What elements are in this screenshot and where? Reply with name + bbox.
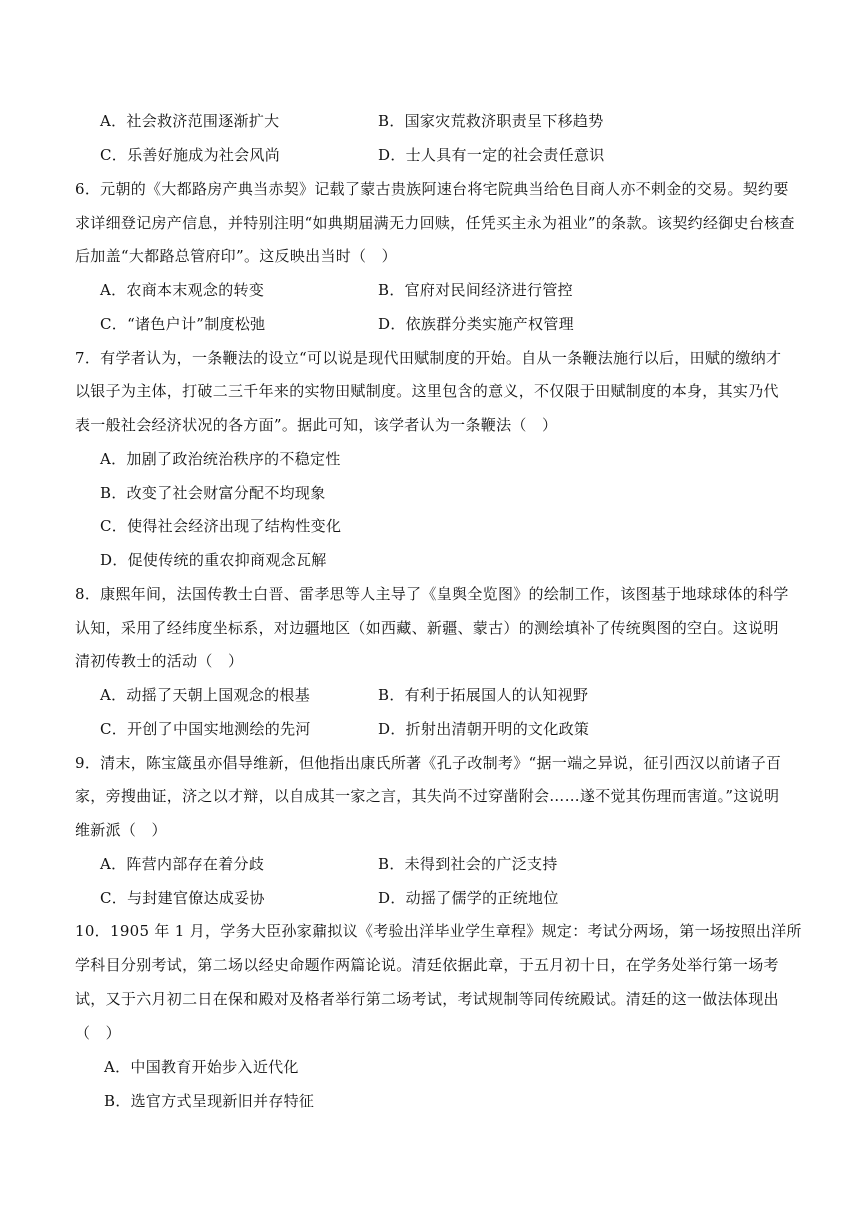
q9-option-c[interactable]: C．与封建官僚达成妥协 [100,889,265,907]
q5-option-b[interactable]: B．国家灾荒救济职责呈下移趋势 [378,112,604,130]
q6-option-c[interactable]: C．“诸色户计”制度松弛 [100,315,266,333]
q9-stem-line-1: 9．清末，陈宝箴虽亦倡导维新，但他指出康氏所著《孔子改制考》“据一端之异说，征引西汉以前诸子百 [75,754,782,772]
q6-stem-line-3: 后加盖“大都路总管府印”。这反映出当时（ ） [75,247,397,265]
q5-option-a[interactable]: A．社会救济范围逐渐扩大 [100,112,280,130]
q10-stem-line-2: 学科目分别考试，第二场以经史命题作两篇论说。清廷依据此章，于五月初十日，在学务处举行第一场考 [75,956,779,974]
q9-option-d[interactable]: D．动摇了儒学的正统地位 [378,889,559,907]
q9-option-a[interactable]: A．阵营内部存在着分歧 [100,855,265,873]
q10-option-a[interactable]: A．中国教育开始步入近代化 [104,1058,299,1076]
q6-stem-line-2: 求详细登记房产信息，并特别注明“如典期届满无力回赎，任凭买主永为祖业”的条款。该契约经御史台核查 [75,214,795,232]
q7-stem-line-2: 以银子为主体，打破二三千年来的实物田赋制度。这里包含的意义，不仅限于田赋制度的本身，其实乃代 [75,382,779,400]
q8-stem-line-2: 认知，采用了经纬度坐标系，对边疆地区（如西藏、新疆、蒙古）的测绘填补了传统舆图的空白。这说明 [75,619,779,637]
q8-option-c[interactable]: C．开创了中国实地测绘的先河 [100,720,311,738]
q10-stem-line-3: 试，又于六月初二日在保和殿对及格者举行第二场考试，考试规制等同传统殿试。清廷的这一做法体现出 [75,990,779,1008]
q7-stem-line-1: 7．有学者认为，一条鞭法的设立“可以说是现代田赋制度的开始。自从一条鞭法施行以后，田赋的缴纳才 [75,349,782,367]
q7-option-d[interactable]: D．促使传统的重农抑商观念瓦解 [100,551,327,569]
q10-option-b[interactable]: B．选官方式呈现新旧并存特征 [104,1092,315,1110]
q6-option-a[interactable]: A．农商本末观念的转变 [100,281,265,299]
q7-option-b[interactable]: B．改变了社会财富分配不均现象 [100,484,326,502]
q9-option-b[interactable]: B．未得到社会的广泛支持 [378,855,558,873]
q8-stem-line-1: 8．康熙年间，法国传教士白晋、雷孝思等人主导了《皇舆全览图》的绘制工作，该图基于地球球体的科学 [75,585,789,603]
q6-stem-line-1: 6．元朝的《大都路房产典当赤契》记载了蒙古贵族阿速台将宅院典当给色目商人亦不剌金的交易。契约要 [75,180,789,198]
q8-stem-line-3: 清初传教士的活动（ ） [75,652,244,670]
q9-stem-line-3: 维新派（ ） [75,821,167,839]
q7-option-a[interactable]: A．加剧了政治统治秩序的不稳定性 [100,450,341,468]
q6-option-d[interactable]: D．依族群分类实施产权管理 [378,315,574,333]
q7-option-c[interactable]: C．使得社会经济出现了结构性变化 [100,517,342,535]
q5-option-c[interactable]: C．乐善好施成为社会风尚 [100,146,281,164]
q8-option-d[interactable]: D．折射出清朝开明的文化政策 [378,720,590,738]
q5-option-d[interactable]: D．士人具有一定的社会责任意识 [378,146,605,164]
q10-stem-line-4: （ ） [75,1024,121,1042]
q8-option-b[interactable]: B．有利于拓展国人的认知视野 [378,686,589,704]
q8-option-a[interactable]: A．动摇了天朝上国观念的根基 [100,686,311,704]
q7-stem-line-3: 表一般社会经济状况的各方面”。据此可知，该学者认为一条鞭法（ ） [75,416,558,434]
q10-stem-line-1: 10．1905 年 1 月，学务大臣孙家鼐拟议《考验出洋毕业学生章程》规定：考试分两场，第一场按照出洋所 [75,922,802,940]
q6-option-b[interactable]: B．官府对民间经济进行管控 [378,281,573,299]
q9-stem-line-2: 家，旁搜曲证，济之以才辩，以自成其一家之言，其失尚不过穿凿附会……遂不觉其伤理而害道。”这说明 [75,787,780,805]
